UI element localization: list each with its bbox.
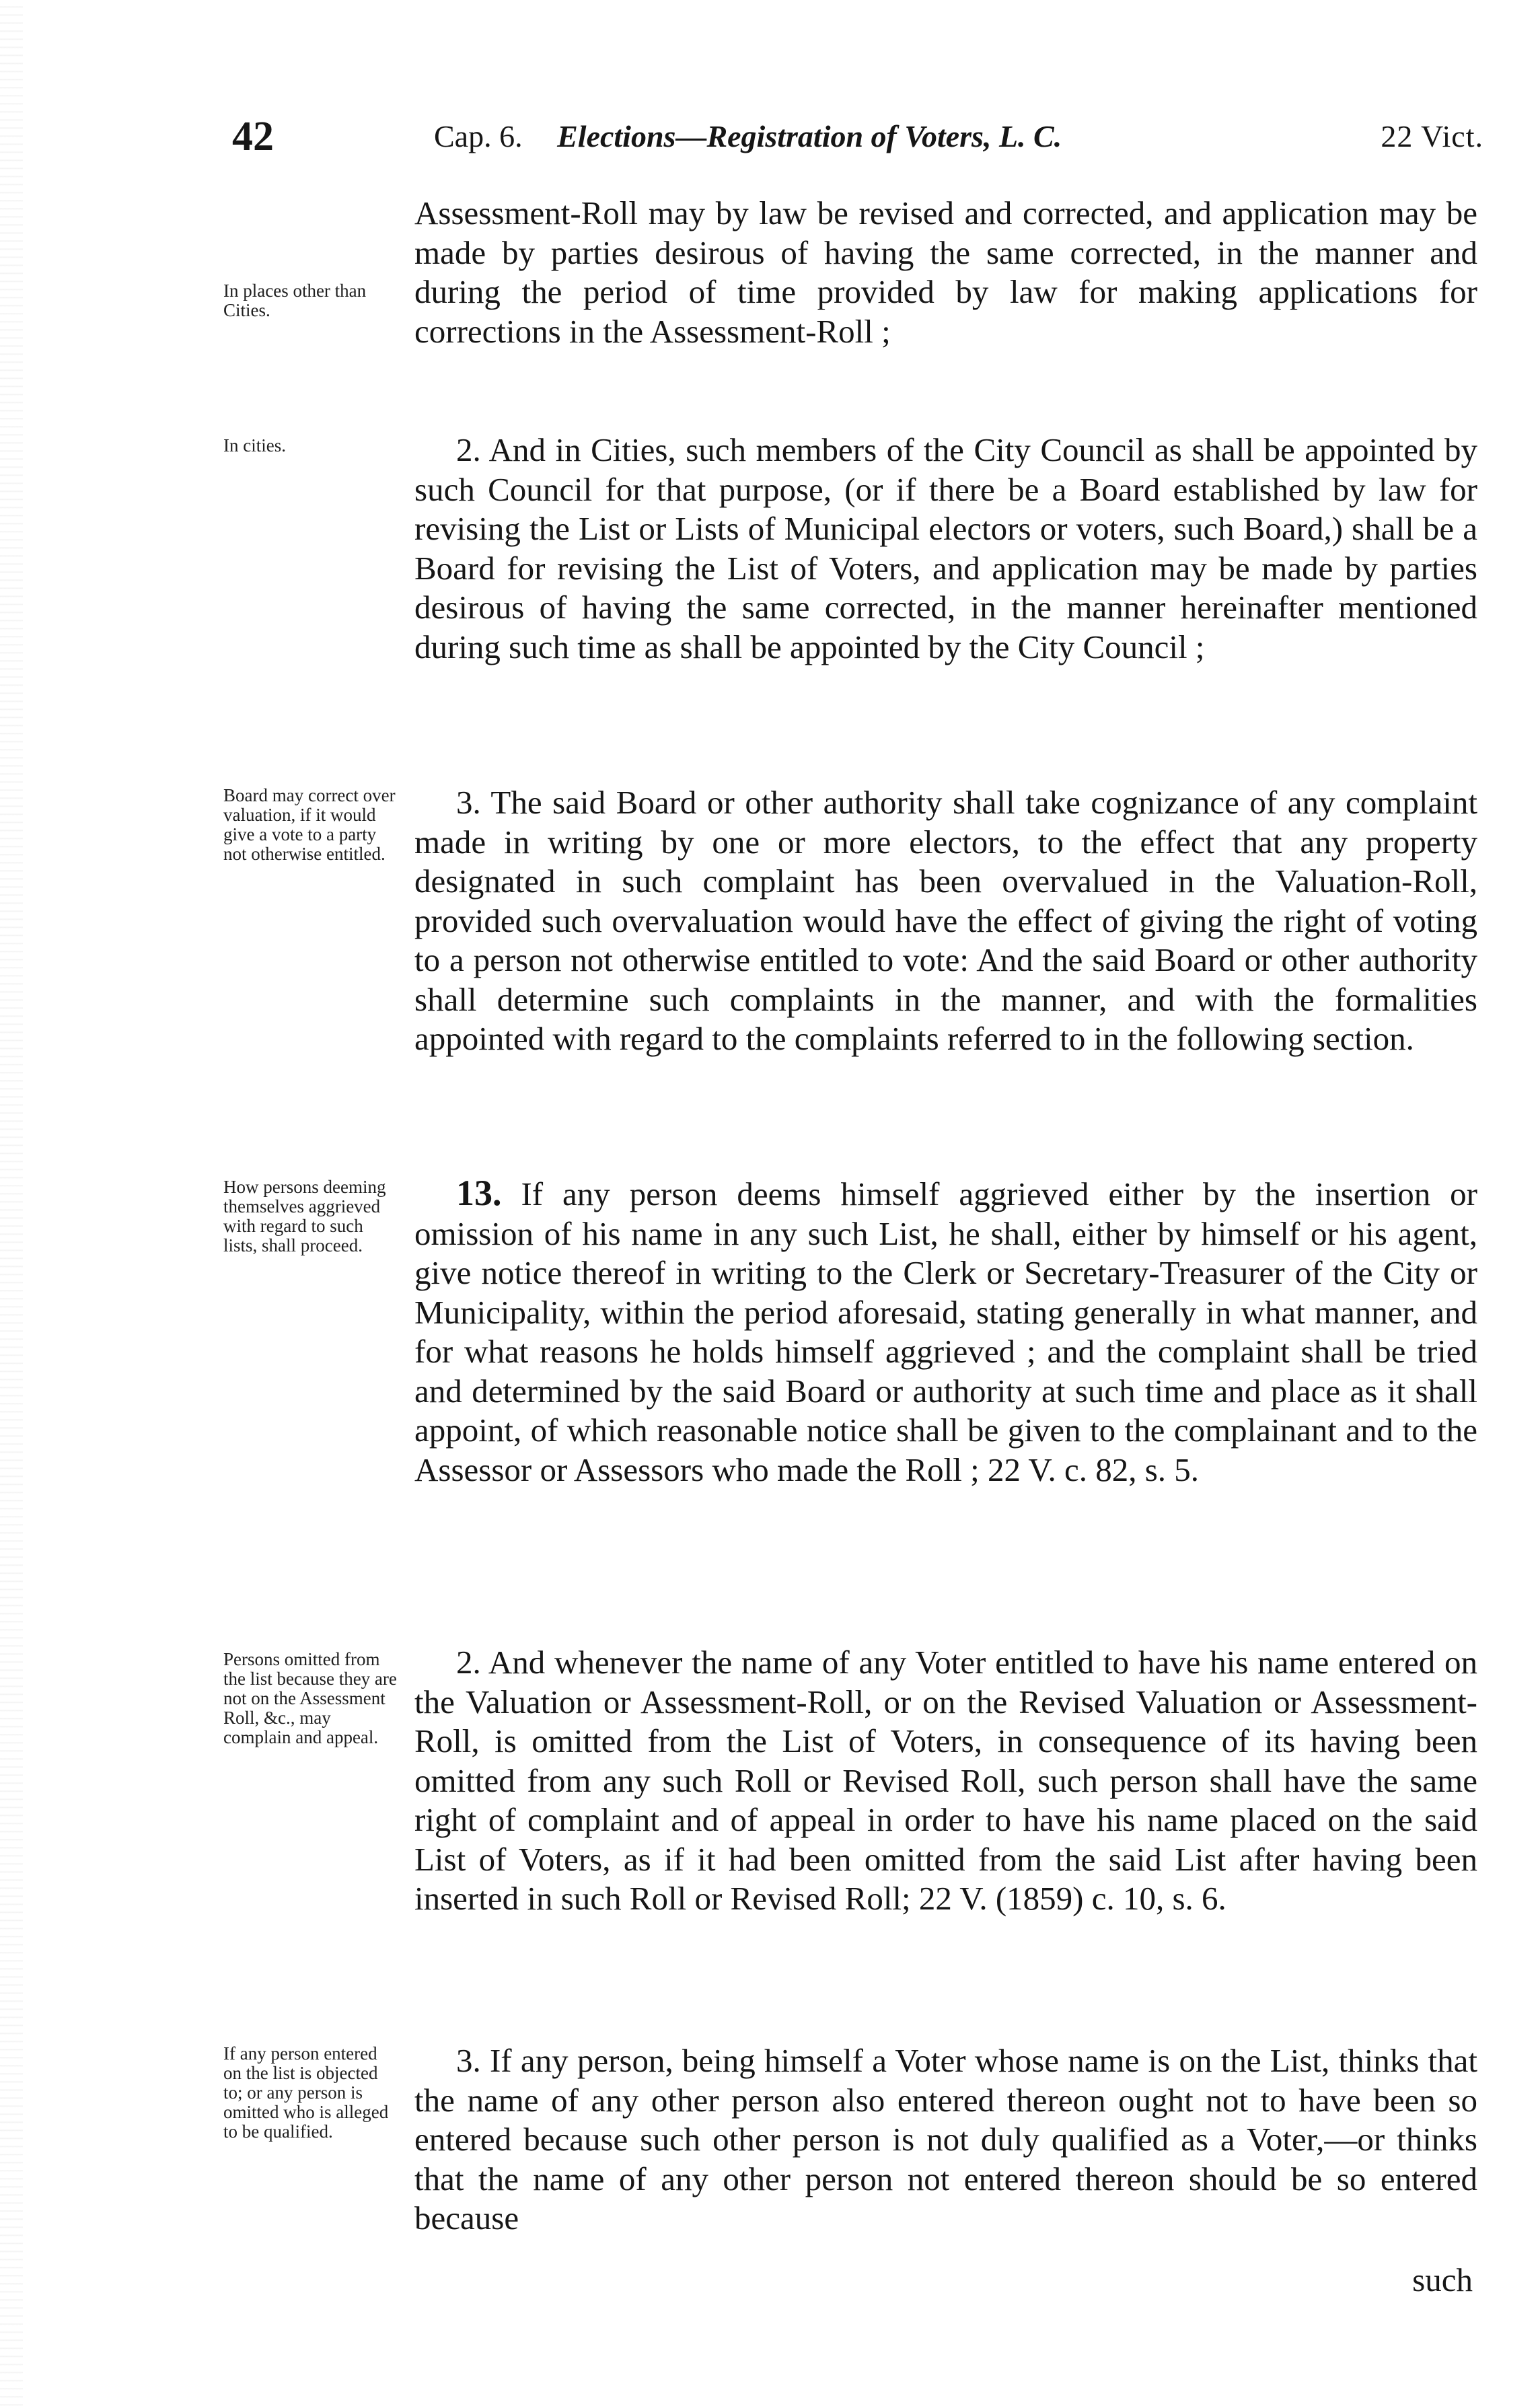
regnal-year: 22 Vict. <box>1381 119 1483 153</box>
margin-note: In places other than Cities. <box>223 281 367 320</box>
chapter-label: Cap. 6. <box>434 119 523 153</box>
body-paragraph: 2. And in Cities, such members of the City Council as shall be appointed by such Council for that purpose, (or if there be a Board established by law for revising the List or Lists of Municipal electors or voters, such Board,) shall be a Board for revising the List of Voters, and application may be made by parties desirous of having the same corrected, in the manner hereinafter mentioned during such time as shall be appointed by the City Council ; <box>414 431 1477 665</box>
margin-note: Board may correct over valuation, if it would give a vote to a party not otherwise entitled. <box>223 785 396 864</box>
margin-note: How persons deeming themselves aggrieved with regard to such lists, shall proceed. <box>223 1177 386 1255</box>
margin-note: If any person entered on the list is objected to; or any person is omitted who is alleged to be qualified. <box>223 2043 389 2142</box>
body-paragraph: 2. And whenever the name of any Voter entitled to have his name entered on the Valuation or Assessment-Roll, or on the Revised Valuation or Assessment-Roll, is omitted from the List of Voters, in consequence of its having been omitted from any such Roll or Revised Roll, such person shall have the same right of complaint and of appeal in order to have his name placed on the said List of Voters, as if it had been omitted from the said List after having been inserted in such Roll or Revised Roll; 22 V. (1859) c. 10, s. 6. <box>414 1644 1477 1917</box>
running-title: Elections—Registration of Voters, L. C. <box>557 119 1062 153</box>
running-head <box>434 118 1062 154</box>
section-text: If any person deems himself aggrieved either by the insertion or omission of his name in any such List, he shall, either by himself or his agent, give notice thereof in writing to the Clerk or Secretary-Treasurer of the City or Municipality, within the period aforesaid, stating generally in what manner, and for what reasons he holds himself aggrieved ; and the complaint shall be tried and determined by the said Board or authority at such time and place as it shall appoint, of which reasonable notice shall be given to the complainant and to the Assessor or Assessors who made the Roll ; 22 V. c. 82, s. 5. <box>414 1175 1477 1488</box>
body-paragraph: Assessment-Roll may by law be revised and corrected, and application may be made by parties desirous of having the same corrected, in the manner and during the period of time provided by law for making applications for corrections in the Assessment-Roll ; <box>414 194 1477 350</box>
body-paragraph: 3. The said Board or other authority shall take cognizance of any complaint made in writing by one or more electors, to the effect that any property designated in such complaint has been overvalued in the Valuation-Roll, provided such overvaluation would have the effect of giving the right of voting to a person not otherwise entitled to vote: And the said Board or other authority shall determine such complaints in the manner, and with the formalities appointed with regard to the complaints referred to in the following section. <box>414 784 1477 1057</box>
margin-note: In cities. <box>223 435 286 455</box>
margin-note: Persons omitted from the list because they are not on the Assessment Roll, &c., may complain and appeal. <box>223 1649 397 1747</box>
running-header <box>232 113 1483 167</box>
body-paragraph: 3. If any person, being himself a Voter whose name is on the List, thinks that the name of any other person also entered thereon ought not to have been so entered because such other person is not duly qualified as a Voter,—or thinks that the name of any other person not entered thereon should be so entered because <box>414 2042 1477 2236</box>
body-paragraph <box>414 1173 1477 1490</box>
section-number: 13. <box>456 1173 502 1213</box>
scan-edge-speckle <box>0 0 23 2406</box>
catchword: such <box>1412 2261 1473 2298</box>
page-number: 42 <box>232 114 274 159</box>
